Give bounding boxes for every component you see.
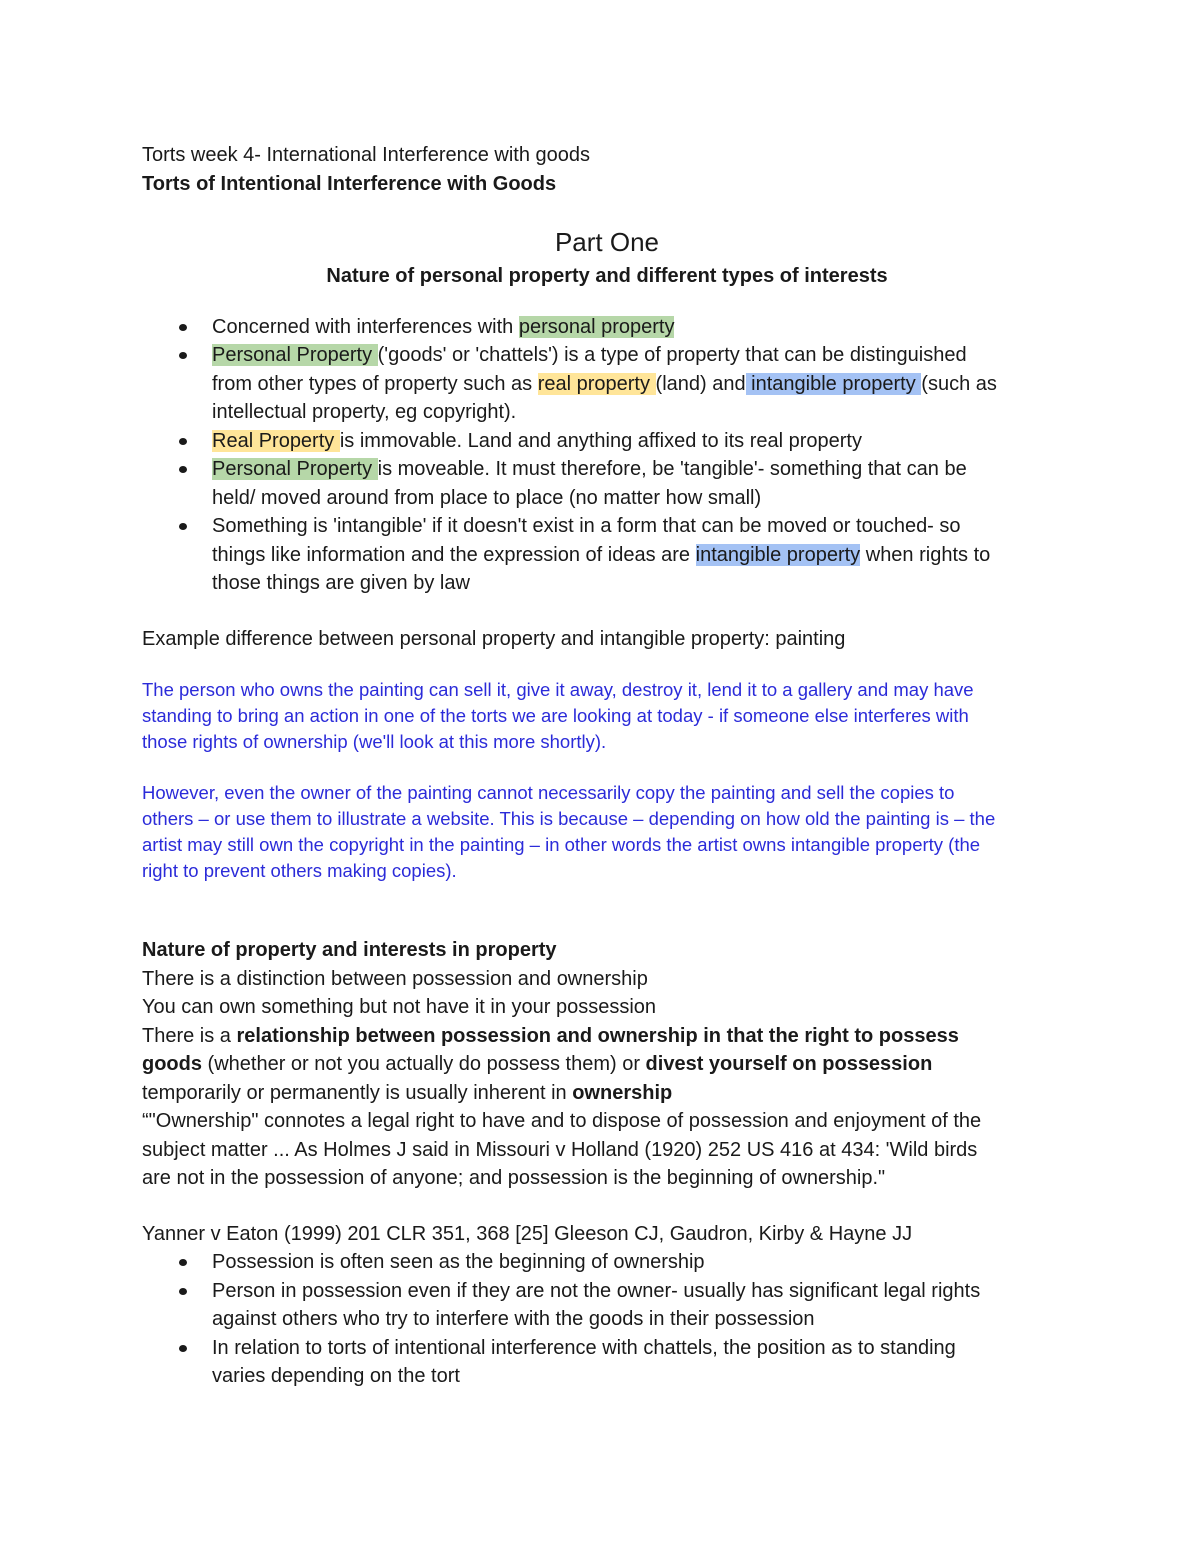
case-citation: Yanner v Eaton (1999) 201 CLR 351, 368 [25] Gleeson CJ, Gaudron, Kirby & Hayne JJ — [142, 1222, 913, 1245]
doc-heading: Torts of Intentional Interference with Goods — [142, 172, 557, 195]
highlight-intangible-property: intangible property — [745, 372, 922, 395]
bullet-text: when rights to — [860, 543, 991, 566]
highlight-personal-property: Personal Property — [212, 344, 378, 366]
part-subtitle: Nature of personal property and different types of interests — [326, 265, 888, 287]
section-heading: Nature of property and interests in property — [142, 939, 557, 962]
bold-run: ownership — [572, 1081, 673, 1104]
bullet-text: those things are given by law — [212, 572, 470, 594]
bullet-text: varies depending on the tort — [212, 1365, 460, 1388]
bold-run: goods — [142, 1053, 202, 1076]
property-bullet-list — [142, 313, 1072, 598]
possession-bullet-list — [142, 1248, 1072, 1391]
document-page — [142, 141, 1072, 1391]
text-run: (whether or not you actually do possess them) or — [202, 1053, 646, 1076]
part-title: Part One — [554, 227, 660, 257]
list-item — [142, 427, 1072, 456]
bullet-text: against others who try to interfere with the goods in their possession — [212, 1308, 815, 1331]
bullet-text: Possession is often seen as the beginning of ownership — [212, 1251, 705, 1274]
blue-paragraph-ownership — [142, 677, 1072, 756]
list-item — [142, 1334, 1072, 1391]
quote-line: “"Ownership" connotes a legal right to have and to dispose of possession and enjoyment of the — [142, 1110, 982, 1133]
bullet-text: Something is 'intangible' if it doesn't exist in a form that can be moved or touched- so — [212, 515, 961, 537]
bullet-text: things like information and the expression of ideas are — [212, 543, 696, 566]
bullet-text: Person in possession even if they are not the owner- usually has significant legal rights — [212, 1279, 981, 1302]
list-item — [142, 1277, 1072, 1334]
highlight-personal-property: Personal Property — [212, 458, 378, 480]
text-run: temporarily or permanently is usually inherent in — [142, 1081, 573, 1104]
list-item — [142, 455, 1072, 512]
paragraph-line: others – or use them to illustrate a website. This is because – depending on how old the painting is – the — [142, 807, 996, 829]
bullet-text: is immovable. Land and anything affixed to its real property — [339, 429, 862, 452]
bullet-text: held/ moved around from place to place (no matter how small) — [212, 486, 762, 509]
blue-paragraph-copyright — [142, 780, 1072, 885]
bullet-text: from other types of property such as — [212, 372, 538, 395]
quote-line: subject matter ... As Holmes J said in Missouri v Holland (1920) 252 US 416 at 434: 'Wild birds — [142, 1138, 978, 1161]
highlight-real-property: Real Property — [212, 429, 340, 452]
bullet-text: is moveable. It must therefore, be 'tangible'- something that can be — [377, 458, 967, 480]
bullet-text: (land) and — [655, 372, 746, 395]
paragraph-line: right to prevent others making copies). — [142, 860, 457, 882]
bullet-text: (such as — [921, 372, 997, 395]
list-item — [142, 1248, 1072, 1277]
paragraph-line: standing to bring an action in one of the torts we are looking at today - if someone else interferes with — [142, 705, 969, 727]
list-item — [142, 313, 1072, 342]
paragraph-line — [142, 1022, 1072, 1051]
paragraph-line: The person who owns the painting can sell it, give it away, destroy it, lend it to a gallery and may have — [142, 679, 974, 700]
highlight-real-property: real property — [537, 372, 656, 395]
doc-title-line: Torts week 4- International Interference with goods — [142, 144, 591, 166]
example-line: Example difference between personal property and intangible property: painting — [142, 627, 846, 650]
bold-run: divest yourself on possession — [645, 1053, 933, 1076]
paragraph-line: those rights of ownership (we'll look at this more shortly). — [142, 731, 607, 753]
bullet-text: Concerned with interferences with — [212, 315, 519, 338]
bold-run: relationship between possession and ownership in that the right to possess — [236, 1024, 959, 1047]
paragraph-line: You can own something but not have it in your possession — [142, 996, 657, 1019]
bullet-text: intellectual property, eg copyright). — [212, 401, 517, 423]
list-item — [142, 341, 1072, 427]
quote-line: are not in the possession of anyone; and possession is the beginning of ownership." — [142, 1167, 886, 1190]
paragraph-line — [142, 1079, 1072, 1108]
paragraph-line: artist may still own the copyright in the painting – in other words the artist owns intangible property (the — [142, 834, 981, 856]
list-item — [142, 512, 1072, 598]
bullet-text: In relation to torts of intentional interference with chattels, the position as to standing — [212, 1336, 956, 1359]
bullet-text: ('goods' or 'chattels') is a type of property that can be distinguished — [377, 344, 967, 366]
text-run: There is a — [142, 1024, 237, 1047]
paragraph-line: There is a distinction between possession and ownership — [142, 967, 648, 990]
highlight-personal-property: personal property — [518, 315, 675, 338]
paragraph-line: However, even the owner of the painting cannot necessarily copy the painting and sell the copies to — [142, 781, 955, 803]
highlight-intangible-property: intangible property — [695, 543, 861, 566]
paragraph-line — [142, 1050, 1072, 1079]
